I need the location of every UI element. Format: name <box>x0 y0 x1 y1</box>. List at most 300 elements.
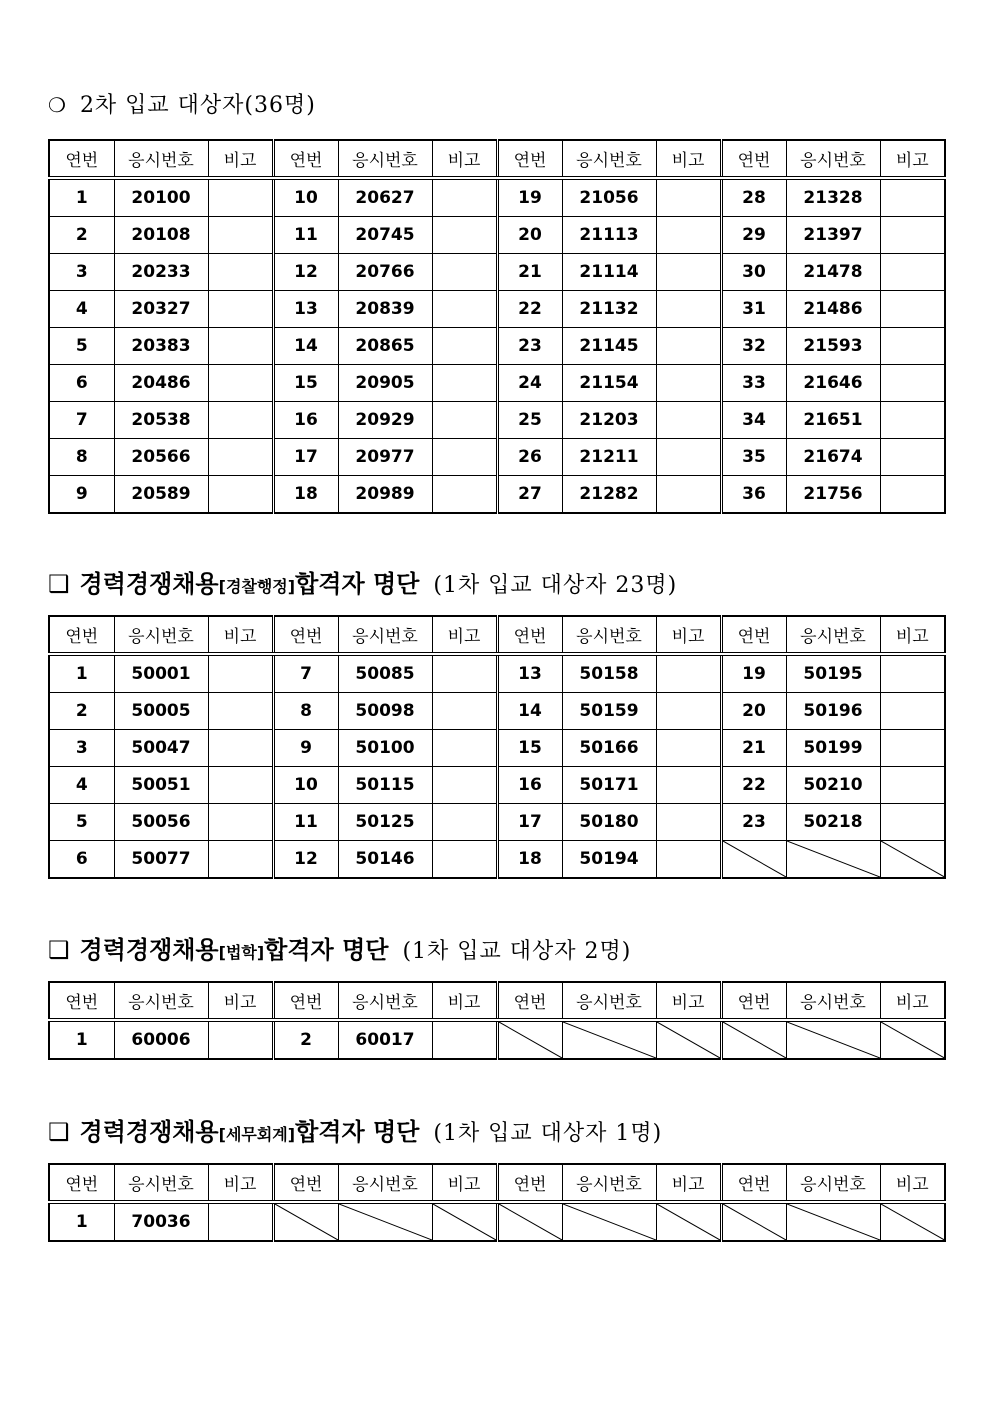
empty-cell <box>562 1020 656 1059</box>
serial-number: 7 <box>49 402 114 439</box>
exam-number: 21114 <box>562 254 656 291</box>
serial-number: 17 <box>273 439 338 476</box>
note-cell <box>432 365 497 402</box>
table-row <box>49 178 945 217</box>
exam-number: 50159 <box>562 693 656 730</box>
note-cell <box>432 217 497 254</box>
exam-number: 21328 <box>786 178 880 217</box>
exam-number: 50056 <box>114 804 208 841</box>
note-cell <box>208 291 273 328</box>
table-row <box>49 402 945 439</box>
circle-bullet-icon: ❍ <box>48 93 66 117</box>
serial-number: 36 <box>721 476 786 514</box>
col-header-no: 연번 <box>497 982 562 1020</box>
title-sub: [세무회계] <box>218 1125 296 1144</box>
note-cell <box>208 804 273 841</box>
exam-number: 20486 <box>114 365 208 402</box>
col-header-no: 연번 <box>721 616 786 654</box>
serial-number: 30 <box>721 254 786 291</box>
title-suffix: 합격자 명단 <box>295 1118 420 1146</box>
exam-number: 50180 <box>562 804 656 841</box>
note-cell <box>432 439 497 476</box>
exam-number: 50195 <box>786 654 880 693</box>
exam-number: 20977 <box>338 439 432 476</box>
empty-cell-diagonal <box>563 1204 656 1240</box>
col-header-exam-no: 응시번호 <box>114 616 208 654</box>
empty-cell <box>880 841 945 879</box>
note-cell <box>656 328 721 365</box>
col-header-exam-no: 응시번호 <box>338 140 432 178</box>
exam-number: 50005 <box>114 693 208 730</box>
table-row <box>49 654 945 693</box>
serial-number: 14 <box>273 328 338 365</box>
header-row <box>49 140 945 178</box>
exam-number: 20233 <box>114 254 208 291</box>
table-row <box>49 841 945 879</box>
serial-number: 25 <box>497 402 562 439</box>
serial-number: 6 <box>49 841 114 879</box>
title-suffix: 합격자 명단 <box>295 570 420 598</box>
exam-number: 20865 <box>338 328 432 365</box>
note-cell <box>656 804 721 841</box>
col-header-note: 비고 <box>880 1164 945 1202</box>
table-row <box>49 730 945 767</box>
title-suffix: 합격자 명단 <box>264 936 389 964</box>
col-header-note: 비고 <box>432 140 497 178</box>
note-cell <box>432 693 497 730</box>
exam-number: 21282 <box>562 476 656 514</box>
note-cell <box>880 328 945 365</box>
table-row <box>49 476 945 514</box>
exam-number: 20108 <box>114 217 208 254</box>
col-header-exam-no: 응시번호 <box>114 140 208 178</box>
empty-cell-diagonal <box>339 1204 432 1240</box>
section-title <box>48 1112 662 1147</box>
applicant-table <box>48 139 946 514</box>
col-header-exam-no: 응시번호 <box>114 1164 208 1202</box>
empty-cell <box>432 1202 497 1241</box>
note-cell <box>880 767 945 804</box>
empty-cell-diagonal <box>881 841 945 877</box>
col-header-exam-no: 응시번호 <box>562 982 656 1020</box>
exam-number: 50098 <box>338 693 432 730</box>
col-header-no: 연번 <box>497 616 562 654</box>
header-row <box>49 982 945 1020</box>
exam-number: 21593 <box>786 328 880 365</box>
note-cell <box>656 476 721 514</box>
note-cell <box>880 804 945 841</box>
serial-number: 17 <box>497 804 562 841</box>
empty-cell-diagonal <box>499 1022 562 1058</box>
square-bullet-icon: ❑ <box>48 936 70 964</box>
col-header-note: 비고 <box>432 1164 497 1202</box>
col-header-no: 연번 <box>497 1164 562 1202</box>
col-header-no: 연번 <box>721 1164 786 1202</box>
title-count: (1차 입교 대상자 23명) <box>433 573 678 598</box>
empty-cell <box>721 1020 786 1059</box>
empty-cell-diagonal <box>881 1204 945 1240</box>
table-row <box>49 291 945 328</box>
note-cell <box>656 767 721 804</box>
serial-number: 2 <box>49 693 114 730</box>
empty-cell <box>497 1202 562 1241</box>
exam-number: 21056 <box>562 178 656 217</box>
serial-number: 11 <box>273 804 338 841</box>
serial-number: 6 <box>49 365 114 402</box>
exam-number: 21478 <box>786 254 880 291</box>
square-bullet-icon: ❑ <box>48 570 70 598</box>
exam-number: 21674 <box>786 439 880 476</box>
col-header-no: 연번 <box>273 982 338 1020</box>
note-cell <box>208 767 273 804</box>
empty-cell <box>786 841 880 879</box>
col-header-exam-no: 응시번호 <box>114 982 208 1020</box>
empty-cell-diagonal <box>657 1204 720 1240</box>
header-row <box>49 1164 945 1202</box>
serial-number: 23 <box>497 328 562 365</box>
empty-cell <box>338 1202 432 1241</box>
applicant-table <box>48 981 946 1060</box>
serial-number: 2 <box>273 1020 338 1059</box>
col-header-note: 비고 <box>432 982 497 1020</box>
col-header-exam-no: 응시번호 <box>562 140 656 178</box>
note-cell <box>432 328 497 365</box>
exam-number: 20989 <box>338 476 432 514</box>
serial-number: 4 <box>49 767 114 804</box>
serial-number: 35 <box>721 439 786 476</box>
col-header-note: 비고 <box>656 982 721 1020</box>
note-cell <box>880 730 945 767</box>
serial-number: 19 <box>721 654 786 693</box>
empty-cell-diagonal <box>499 1204 562 1240</box>
exam-number: 60017 <box>338 1020 432 1059</box>
serial-number: 22 <box>721 767 786 804</box>
empty-cell-diagonal <box>787 1022 880 1058</box>
exam-number: 21145 <box>562 328 656 365</box>
serial-number: 14 <box>497 693 562 730</box>
serial-number: 1 <box>49 654 114 693</box>
empty-cell <box>721 841 786 879</box>
note-cell <box>880 254 945 291</box>
note-cell <box>432 1020 497 1059</box>
serial-number: 10 <box>273 767 338 804</box>
exam-number: 20627 <box>338 178 432 217</box>
note-cell <box>656 365 721 402</box>
col-header-exam-no: 응시번호 <box>338 1164 432 1202</box>
serial-number: 21 <box>721 730 786 767</box>
serial-number: 5 <box>49 328 114 365</box>
note-cell <box>432 254 497 291</box>
note-cell <box>432 178 497 217</box>
empty-cell-diagonal <box>787 841 880 877</box>
note-cell <box>656 730 721 767</box>
serial-number: 32 <box>721 328 786 365</box>
note-cell <box>880 476 945 514</box>
exam-number: 20383 <box>114 328 208 365</box>
serial-number: 16 <box>273 402 338 439</box>
col-header-exam-no: 응시번호 <box>786 140 880 178</box>
empty-cell-diagonal <box>275 1204 338 1240</box>
title-sub: [경찰행정] <box>218 577 296 596</box>
empty-cell-diagonal <box>433 1204 496 1240</box>
col-header-note: 비고 <box>880 982 945 1020</box>
exam-number: 21646 <box>786 365 880 402</box>
note-cell <box>208 1202 273 1241</box>
serial-number: 28 <box>721 178 786 217</box>
note-cell <box>208 365 273 402</box>
title-main: 경력경쟁채용 <box>79 570 219 598</box>
square-bullet-icon: ❑ <box>48 1118 70 1146</box>
serial-number: 2 <box>49 217 114 254</box>
exam-number: 50077 <box>114 841 208 879</box>
serial-number: 18 <box>497 841 562 879</box>
exam-number: 60006 <box>114 1020 208 1059</box>
applicant-table <box>48 1163 946 1242</box>
exam-number: 21486 <box>786 291 880 328</box>
note-cell <box>432 730 497 767</box>
note-cell <box>656 841 721 879</box>
exam-number: 50100 <box>338 730 432 767</box>
empty-cell <box>786 1020 880 1059</box>
col-header-note: 비고 <box>656 140 721 178</box>
serial-number: 22 <box>497 291 562 328</box>
col-header-note: 비고 <box>656 616 721 654</box>
col-header-note: 비고 <box>880 140 945 178</box>
note-cell <box>432 476 497 514</box>
exam-number: 20745 <box>338 217 432 254</box>
title-count: (1차 입교 대상자 2명) <box>402 939 632 964</box>
col-header-note: 비고 <box>432 616 497 654</box>
applicant-table <box>48 615 946 879</box>
note-cell <box>208 693 273 730</box>
serial-number: 29 <box>721 217 786 254</box>
col-header-note: 비고 <box>208 616 273 654</box>
empty-cell <box>786 1202 880 1241</box>
empty-cell <box>880 1020 945 1059</box>
serial-number: 10 <box>273 178 338 217</box>
table-row <box>49 439 945 476</box>
exam-number: 50196 <box>786 693 880 730</box>
exam-number: 21756 <box>786 476 880 514</box>
empty-cell <box>497 1020 562 1059</box>
section-title <box>48 930 631 965</box>
title-count: (1차 입교 대상자 1명) <box>433 1121 663 1146</box>
exam-number: 20839 <box>338 291 432 328</box>
serial-number: 23 <box>721 804 786 841</box>
exam-number: 50166 <box>562 730 656 767</box>
col-header-exam-no: 응시번호 <box>338 982 432 1020</box>
exam-number: 21132 <box>562 291 656 328</box>
table-row <box>49 804 945 841</box>
empty-cell-diagonal <box>657 1022 720 1058</box>
serial-number: 9 <box>273 730 338 767</box>
serial-number: 12 <box>273 841 338 879</box>
serial-number: 8 <box>49 439 114 476</box>
note-cell <box>432 402 497 439</box>
serial-number: 13 <box>273 291 338 328</box>
serial-number: 1 <box>49 1020 114 1059</box>
exam-number: 20566 <box>114 439 208 476</box>
serial-number: 20 <box>721 693 786 730</box>
serial-number: 13 <box>497 654 562 693</box>
exam-number: 50146 <box>338 841 432 879</box>
note-cell <box>432 804 497 841</box>
note-cell <box>208 654 273 693</box>
serial-number: 15 <box>497 730 562 767</box>
col-header-no: 연번 <box>273 616 338 654</box>
note-cell <box>656 217 721 254</box>
serial-number: 3 <box>49 254 114 291</box>
note-cell <box>880 402 945 439</box>
col-header-note: 비고 <box>208 982 273 1020</box>
serial-number: 12 <box>273 254 338 291</box>
exam-number: 20766 <box>338 254 432 291</box>
note-cell <box>432 291 497 328</box>
empty-cell <box>656 1202 721 1241</box>
col-header-no: 연번 <box>721 140 786 178</box>
exam-number: 20538 <box>114 402 208 439</box>
exam-number: 70036 <box>114 1202 208 1241</box>
table-row <box>49 1020 945 1059</box>
serial-number: 33 <box>721 365 786 402</box>
title-main: 경력경쟁채용 <box>79 1118 219 1146</box>
serial-number: 31 <box>721 291 786 328</box>
serial-number: 18 <box>273 476 338 514</box>
title-sub: [법학] <box>218 943 265 962</box>
exam-number: 21397 <box>786 217 880 254</box>
table-row <box>49 1202 945 1241</box>
exam-number: 50115 <box>338 767 432 804</box>
exam-number: 50047 <box>114 730 208 767</box>
table-row <box>49 693 945 730</box>
empty-cell-diagonal <box>787 1204 880 1240</box>
title-main: 경력경쟁채용 <box>79 936 219 964</box>
header-row <box>49 616 945 654</box>
col-header-no: 연번 <box>273 140 338 178</box>
col-header-no: 연번 <box>721 982 786 1020</box>
empty-cell-diagonal <box>723 1204 786 1240</box>
note-cell <box>656 693 721 730</box>
serial-number: 11 <box>273 217 338 254</box>
serial-number: 1 <box>49 178 114 217</box>
col-header-note: 비고 <box>208 1164 273 1202</box>
note-cell <box>880 291 945 328</box>
col-header-exam-no: 응시번호 <box>786 616 880 654</box>
serial-number: 20 <box>497 217 562 254</box>
serial-number: 8 <box>273 693 338 730</box>
col-header-no: 연번 <box>49 982 114 1020</box>
col-header-no: 연번 <box>497 140 562 178</box>
exam-number: 50125 <box>338 804 432 841</box>
note-cell <box>432 654 497 693</box>
note-cell <box>880 365 945 402</box>
note-cell <box>208 402 273 439</box>
note-cell <box>880 693 945 730</box>
note-cell <box>208 254 273 291</box>
exam-number: 50158 <box>562 654 656 693</box>
note-cell <box>880 439 945 476</box>
table-row <box>49 365 945 402</box>
table-row <box>49 217 945 254</box>
exam-number: 21154 <box>562 365 656 402</box>
serial-number: 21 <box>497 254 562 291</box>
col-header-exam-no: 응시번호 <box>786 1164 880 1202</box>
exam-number: 50001 <box>114 654 208 693</box>
col-header-no: 연번 <box>49 1164 114 1202</box>
exam-number: 50210 <box>786 767 880 804</box>
note-cell <box>208 476 273 514</box>
col-header-no: 연번 <box>49 140 114 178</box>
exam-number: 21203 <box>562 402 656 439</box>
note-cell <box>656 439 721 476</box>
exam-number: 20589 <box>114 476 208 514</box>
serial-number: 9 <box>49 476 114 514</box>
note-cell <box>208 328 273 365</box>
serial-number: 5 <box>49 804 114 841</box>
col-header-no: 연번 <box>273 1164 338 1202</box>
note-cell <box>656 291 721 328</box>
note-cell <box>432 767 497 804</box>
col-header-note: 비고 <box>208 140 273 178</box>
serial-number: 1 <box>49 1202 114 1241</box>
exam-number: 50171 <box>562 767 656 804</box>
col-header-exam-no: 응시번호 <box>562 616 656 654</box>
table-row <box>49 254 945 291</box>
empty-cell-diagonal <box>881 1022 945 1058</box>
note-cell <box>208 217 273 254</box>
serial-number: 3 <box>49 730 114 767</box>
col-header-no: 연번 <box>49 616 114 654</box>
note-cell <box>208 178 273 217</box>
note-cell <box>656 254 721 291</box>
exam-number: 21113 <box>562 217 656 254</box>
empty-cell-diagonal <box>723 1022 786 1058</box>
section-title <box>48 88 316 119</box>
exam-number: 50194 <box>562 841 656 879</box>
section-title <box>48 564 677 599</box>
note-cell <box>208 841 273 879</box>
note-cell <box>656 654 721 693</box>
note-cell <box>880 654 945 693</box>
serial-number: 19 <box>497 178 562 217</box>
note-cell <box>208 730 273 767</box>
note-cell <box>208 1020 273 1059</box>
empty-cell-diagonal <box>723 841 786 877</box>
exam-number: 20905 <box>338 365 432 402</box>
exam-number: 20100 <box>114 178 208 217</box>
empty-cell <box>656 1020 721 1059</box>
serial-number: 15 <box>273 365 338 402</box>
serial-number: 16 <box>497 767 562 804</box>
serial-number: 34 <box>721 402 786 439</box>
exam-number: 21651 <box>786 402 880 439</box>
note-cell <box>880 178 945 217</box>
empty-cell <box>880 1202 945 1241</box>
serial-number: 27 <box>497 476 562 514</box>
exam-number: 21211 <box>562 439 656 476</box>
exam-number: 50218 <box>786 804 880 841</box>
note-cell <box>432 841 497 879</box>
exam-number: 20327 <box>114 291 208 328</box>
table-row <box>49 767 945 804</box>
exam-number: 50085 <box>338 654 432 693</box>
empty-cell <box>273 1202 338 1241</box>
exam-number: 20929 <box>338 402 432 439</box>
note-cell <box>880 217 945 254</box>
col-header-exam-no: 응시번호 <box>786 982 880 1020</box>
col-header-exam-no: 응시번호 <box>562 1164 656 1202</box>
col-header-exam-no: 응시번호 <box>338 616 432 654</box>
